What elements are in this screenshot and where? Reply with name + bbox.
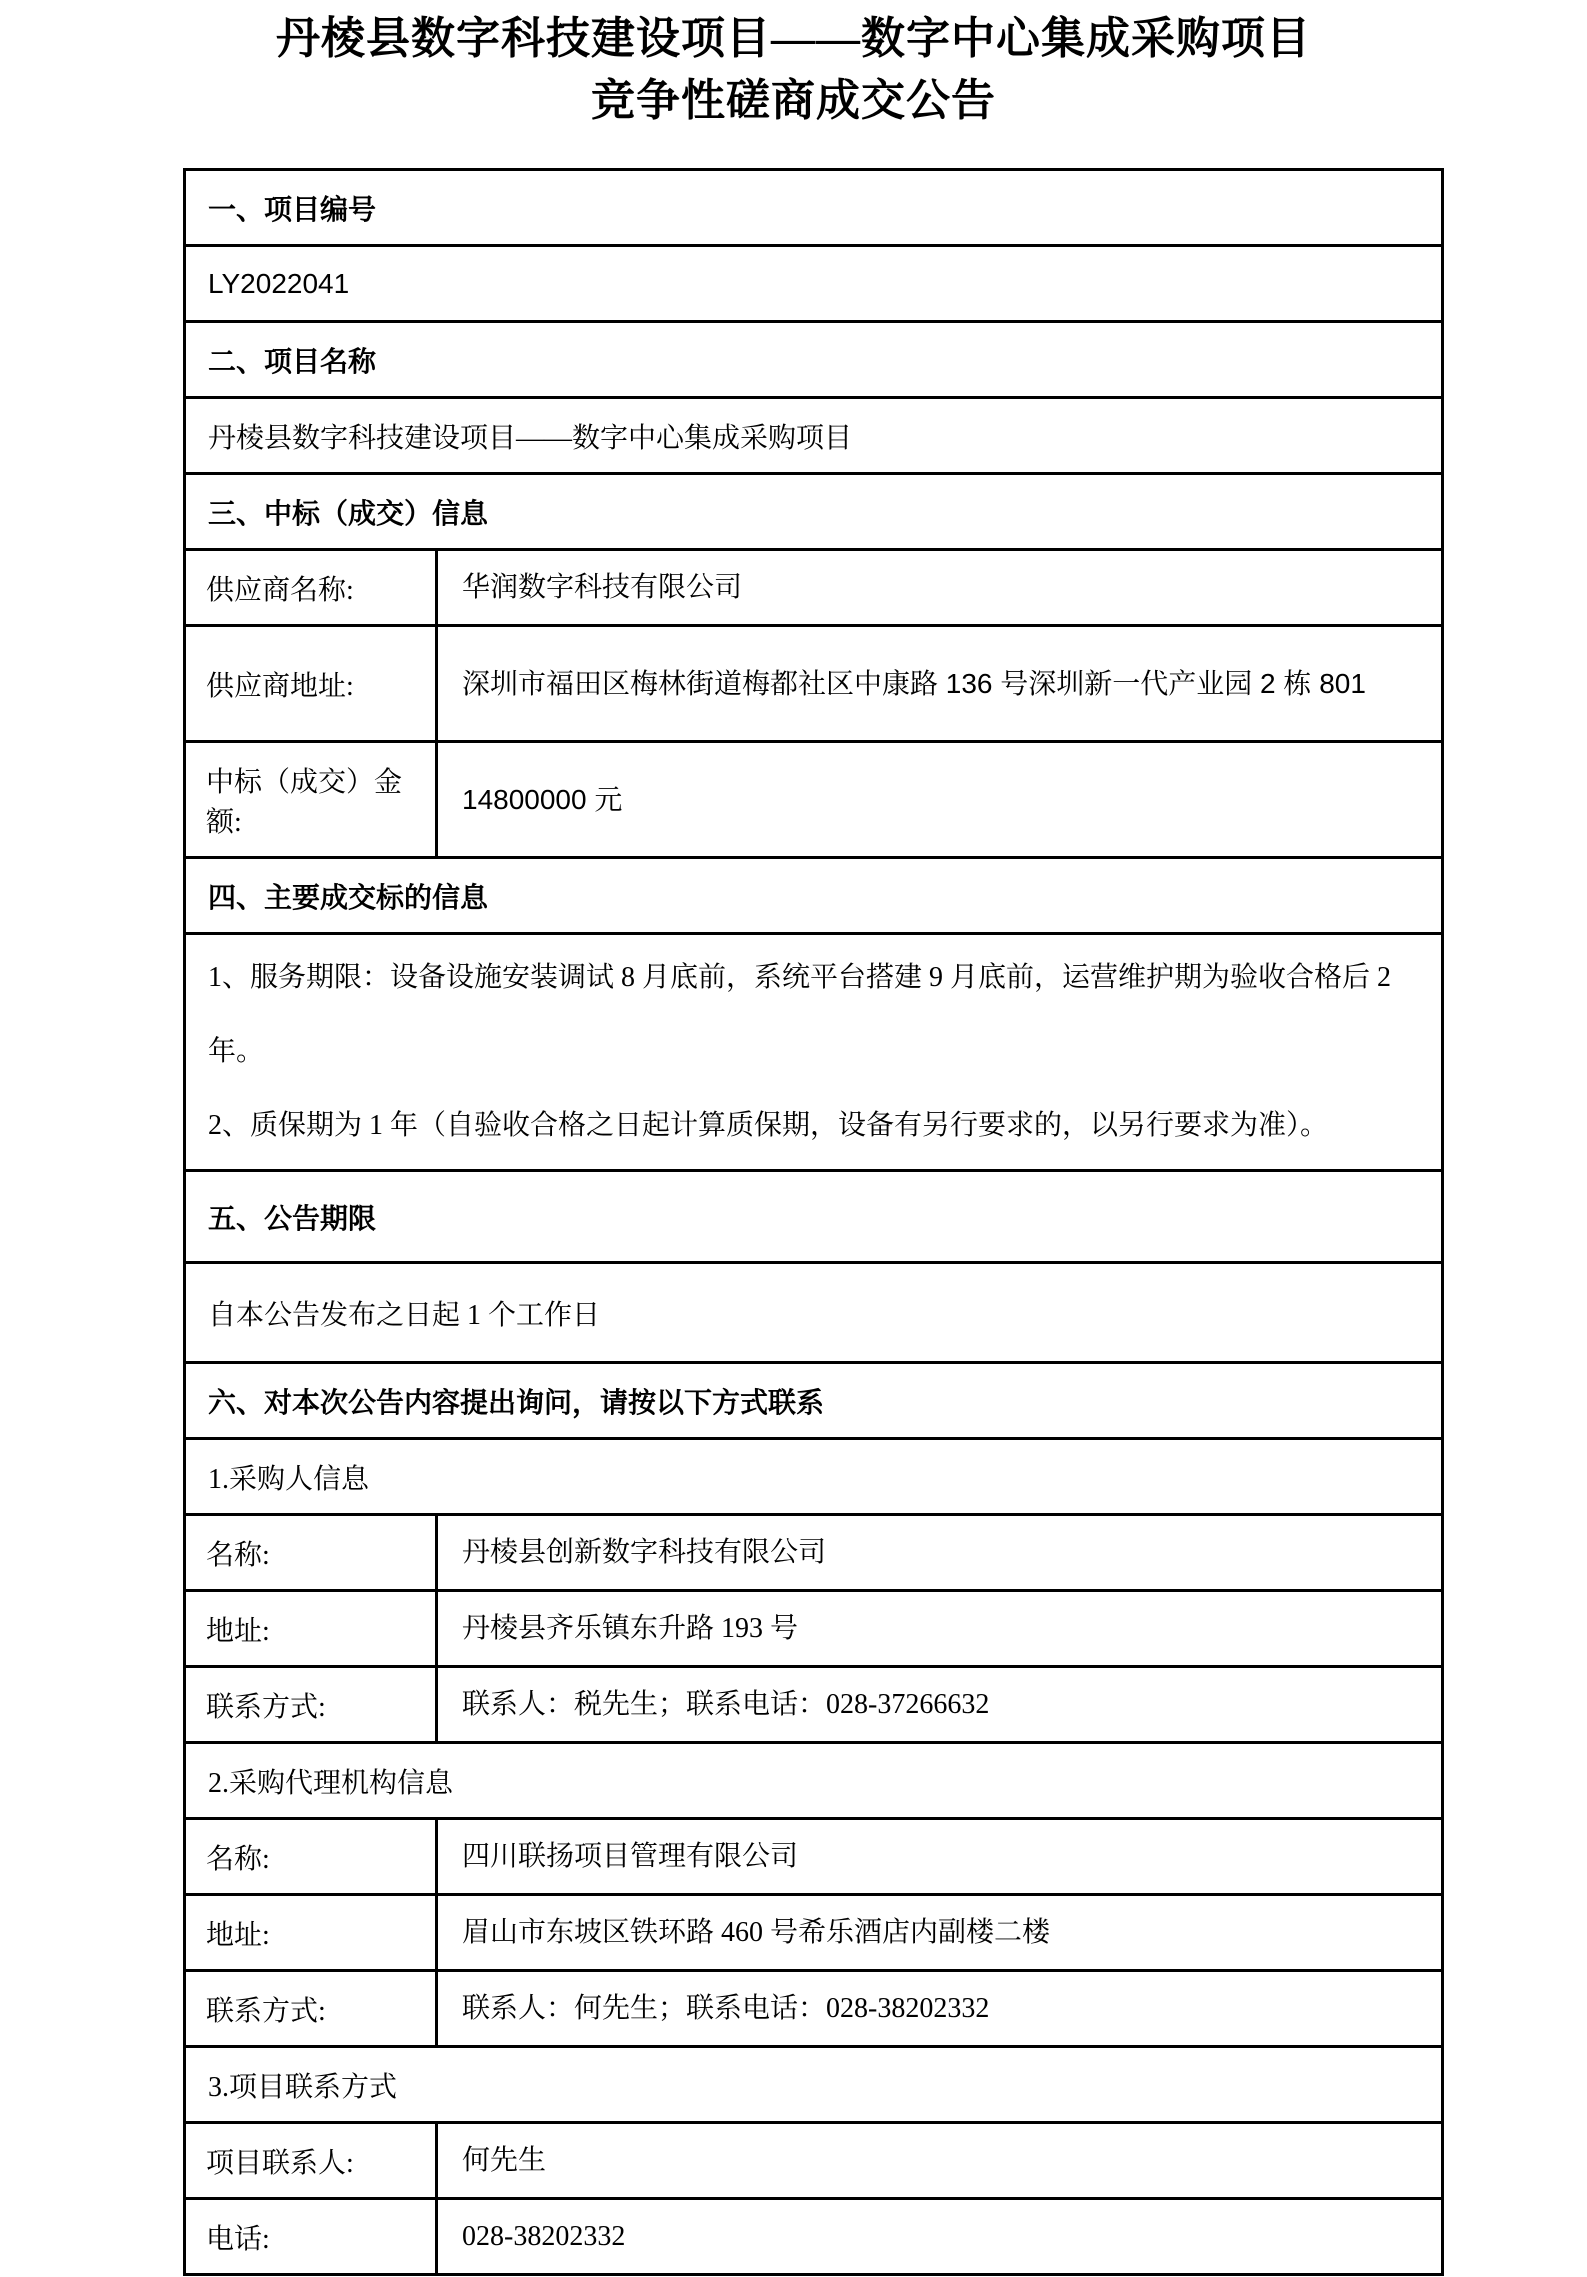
announcement-table [183,168,1444,2276]
agency-contact-value: 联系人：何先生；联系电话：028-38202332 [462,1992,990,2024]
award-amount-value: 14800000 元 [462,783,623,815]
section-6-header: 六、对本次公告内容提出询问，请按以下方式联系 [208,1387,825,1419]
agency-contact-label: 联系方式: [186,1972,438,2045]
purchaser-contact-label: 联系方式: [186,1668,438,1741]
table-row [186,320,1441,396]
service-period-paragraph: 1、服务期限：设备设施安装调试 8 月底前，系统平台搭建 9 月底前，运营维护期为验收合格后 2 年。 [208,962,1392,1067]
table-row [186,472,1441,548]
table-row [186,1817,1441,1893]
table-row [186,624,1441,740]
agency-subheader: 2.采购代理机构信息 [208,1767,454,1799]
table-row [186,1261,1441,1361]
table-row [186,932,1441,1169]
agency-address-label: 地址: [186,1896,438,1969]
purchaser-name-label: 名称: [186,1516,438,1589]
table-row [186,740,1441,856]
supplier-address-value: 深圳市福田区梅林街道梅都社区中康路 136 号深圳新一代产业园 2 栋 801 [462,667,1366,699]
project-phone-value: 028-38202332 [462,2220,626,2252]
table-row [186,1969,1441,2045]
agency-address-value: 眉山市东坡区铁环路 460 号希乐酒店内副楼二楼 [462,1916,1051,1948]
project-name-value: 丹棱县数字科技建设项目——数字中心集成采购项目 [208,422,853,454]
project-phone-label: 电话: [186,2200,438,2273]
table-row [186,1169,1441,1261]
supplier-name-label: 供应商名称: [186,551,438,624]
document-title [0,0,1587,132]
warranty-paragraph: 2、质保期为 1 年（自验收合格之日起计算质保期，设备有另行要求的，以另行要求为准）。 [208,1110,1329,1141]
table-row [186,2197,1441,2273]
table-row [186,1665,1441,1741]
table-row [186,1361,1441,1437]
project-contact-subheader: 3.项目联系方式 [208,2071,398,2103]
announcement-period-value: 自本公告发布之日起 1 个工作日 [208,1299,601,1331]
table-row [186,2121,1441,2197]
table-row [186,856,1441,932]
section-5-header: 五、公告期限 [208,1203,377,1235]
table-row [186,1437,1441,1513]
table-row [186,1589,1441,1665]
section-4-header: 四、主要成交标的信息 [208,882,489,914]
award-amount-label: 中标（成交）金额: [186,743,438,856]
purchaser-address-value: 丹棱县齐乐镇东升路 193 号 [462,1612,799,1644]
table-row [186,1741,1441,1817]
agency-name-label: 名称: [186,1820,438,1893]
section-1-header: 一、项目编号 [208,194,377,226]
section-3-header: 三、中标（成交）信息 [208,498,489,530]
document-title-line-2: 竞争性磋商成交公告 [591,76,996,125]
purchaser-contact-value: 联系人：税先生；联系电话：028-37266632 [462,1688,990,1720]
table-row [186,1513,1441,1589]
agency-name-value: 四川联扬项目管理有限公司 [462,1840,799,1872]
purchaser-subheader: 1.采购人信息 [208,1463,370,1495]
supplier-name-value: 华润数字科技有限公司 [462,571,743,603]
project-number-value: LY2022041 [208,267,350,299]
table-row [186,171,1441,244]
table-row [186,2045,1441,2121]
award-subject-info [186,935,1441,1169]
purchaser-name-value: 丹棱县创新数字科技有限公司 [462,1536,827,1568]
project-contact-person-label: 项目联系人: [186,2124,438,2197]
table-row [186,244,1441,320]
supplier-address-label: 供应商地址: [186,627,438,740]
project-contact-person-value: 何先生 [462,2144,547,2176]
table-row [186,396,1441,472]
table-row [186,548,1441,624]
section-2-header: 二、项目名称 [208,346,377,378]
purchaser-address-label: 地址: [186,1592,438,1665]
table-row [186,1893,1441,1969]
document-title-line-1: 丹棱县数字科技建设项目——数字中心集成采购项目 [276,14,1311,63]
